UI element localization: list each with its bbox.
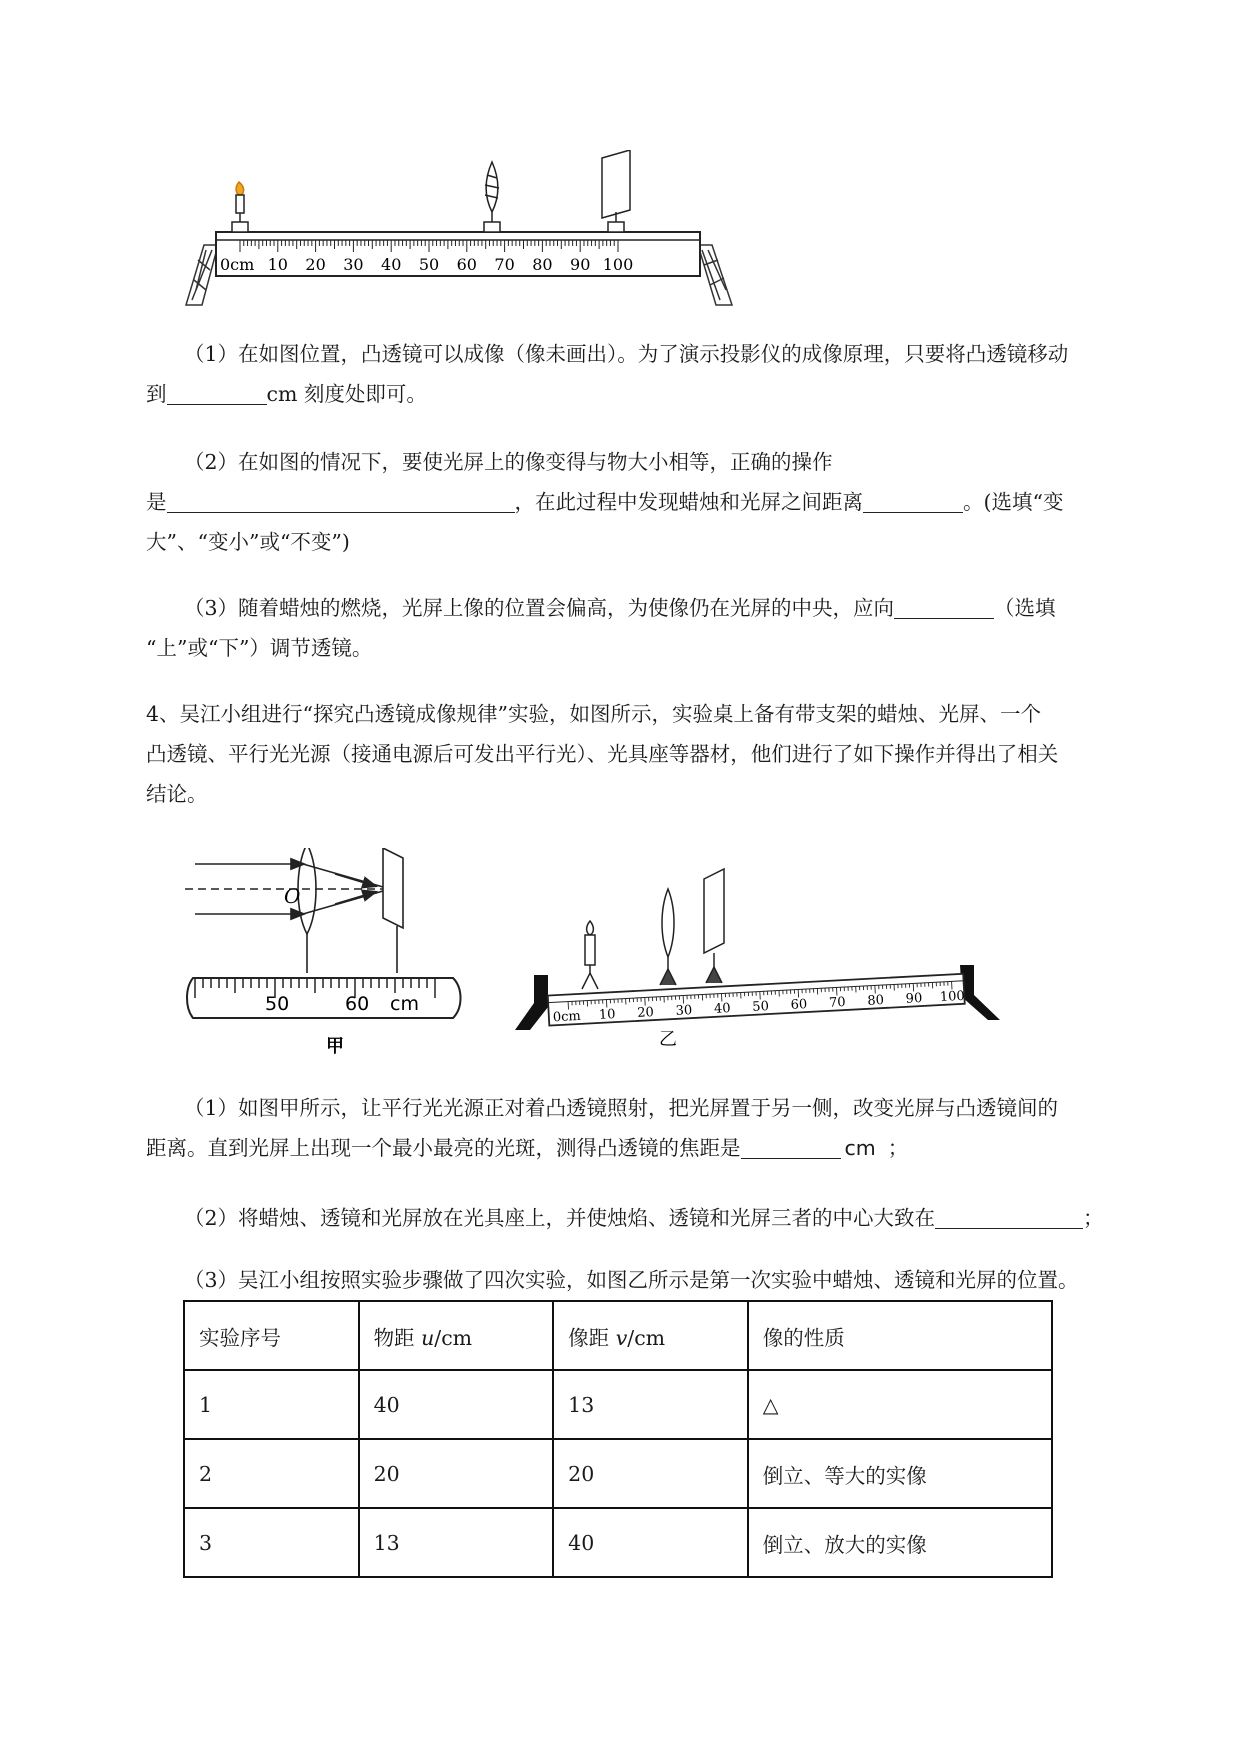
q3-p3-line1-pre: （3）随着蜡烛的燃烧，光屏上像的位置会偏高，为使像仍在光屏的中央，应向 [184, 596, 895, 620]
q4-p2-line1-pre: （2）将蜡烛、透镜和光屏放在光具座上，并使烛焰、透镜和光屏三者的中心大致在 [184, 1206, 936, 1230]
bench-right-stand [960, 965, 1000, 1020]
q4-intro-line1: 4、吴江小组进行“探究凸透镜成像规律”实验，如图所示，实验桌上备有带支架的蜡烛、光屏、一个 [146, 702, 1042, 726]
table-row [184, 1508, 1052, 1577]
cell-trial: 1 [184, 1370, 359, 1439]
answer-blank-operation[interactable] [167, 488, 515, 513]
bench-right-stand [698, 245, 732, 305]
ruler-tick-label: 40 [713, 1001, 731, 1017]
ruler-tick-label: 80 [532, 255, 553, 274]
q3-p2-line2-mid: ，在此过程中发现蜡烛和光屏之间距离 [514, 490, 863, 514]
ruler-tick-label: 90 [905, 990, 923, 1007]
q3-p2-line3: 大”、“变小”或“不变”) [146, 530, 350, 554]
q4-p1-unit: cm [844, 1136, 876, 1160]
ruler-tick-label: 90 [570, 255, 591, 274]
ruler-tick-label: 10 [598, 1007, 616, 1023]
lens-center-label: O [284, 884, 301, 908]
ruler-tick-label: 60 [790, 997, 808, 1013]
cell-u: 13 [359, 1508, 554, 1577]
ruler-tick-label: 70 [828, 995, 846, 1011]
light-screen [383, 848, 403, 973]
ruler-tick-label: 40 [381, 255, 402, 274]
header-object-distance: 物距 u/cm [359, 1301, 554, 1370]
q3-p2-line1: （2）在如图的情况下，要使光屏上的像变得与物大小相等，正确的操作 [184, 450, 833, 474]
light-screen [704, 869, 724, 983]
cell-nature: 倒立、放大的实像 [748, 1508, 1052, 1577]
q4-p1-line1: （1）如图甲所示，让平行光光源正对着凸透镜照射，把光屏置于另一侧，改变光屏与凸透镜间的 [184, 1096, 1059, 1120]
candle [582, 921, 598, 989]
figure-yi [510, 855, 1010, 1055]
q4-p1-line2-pre: 距离。直到光屏上出现一个最小最亮的光斑，测得凸透镜的焦距是 [146, 1136, 741, 1160]
experiment-table [183, 1300, 1053, 1578]
convex-lens [298, 848, 316, 973]
q4-intro-line3: 结论。 [146, 782, 208, 806]
table-row [184, 1370, 1052, 1439]
cell-v: 20 [553, 1439, 748, 1508]
q4-p2-line1-post: ； [1083, 1206, 1104, 1230]
q3-p3-line2: “上”或“下”）调节透镜。 [146, 636, 373, 660]
header-trial-number: 实验序号 [184, 1301, 359, 1370]
q3-p1-line2-pre: 到 [146, 382, 167, 406]
ruler-tick-label: 60 [456, 255, 477, 274]
ruler-tick-label: 20 [636, 1005, 655, 1021]
cell-nature: 倒立、等大的实像 [748, 1439, 1052, 1508]
answer-blank-focal-length[interactable] [741, 1134, 841, 1159]
cell-trial: 3 [184, 1508, 359, 1577]
candle [232, 182, 248, 232]
table-row [184, 1439, 1052, 1508]
bench-left-stand [515, 975, 548, 1030]
ruler-tick-label: 30 [675, 1003, 693, 1019]
convex-lens [484, 162, 500, 232]
ruler-tick-label: 0cm [552, 1008, 582, 1026]
ruler-tick-label: 20 [305, 255, 326, 274]
light-screen [602, 150, 630, 232]
q3-p1-line1: （1）在如图位置，凸透镜可以成像（像未画出）。为了演示投影仪的成像原理，只要将凸透镜移动 [184, 342, 1069, 366]
figure-caption-jia: 甲 [326, 1036, 344, 1057]
q4-intro-line2: 凸透镜、平行光光源（接通电源后可发出平行光）、光具座等器材，他们进行了如下操作并得出了相关 [146, 742, 1059, 766]
ruler-tick-label: 100 [602, 255, 634, 274]
q3-p2-line2-pre: 是 [146, 490, 167, 514]
q4-p1-line2-post: ； [887, 1136, 909, 1160]
ruler-label-60: 60 [345, 993, 370, 1015]
ruler-tick-label: 80 [867, 993, 885, 1009]
answer-blank-same-height[interactable] [935, 1204, 1083, 1229]
answer-blank-direction[interactable] [894, 594, 994, 619]
header-image-nature: 像的性质 [748, 1301, 1052, 1370]
ruler-tick-label: 50 [418, 255, 440, 274]
cell-u: 20 [359, 1439, 554, 1508]
ruler-labels [220, 255, 633, 274]
q3-p3-line1-post: （选填 [994, 596, 1056, 620]
convex-lens [660, 889, 676, 985]
ruler-label-50: 50 [265, 993, 290, 1015]
figure-caption-yi: 乙 [659, 1029, 677, 1050]
cell-u: 40 [359, 1370, 554, 1439]
header-image-distance: 像距 v/cm [553, 1301, 748, 1370]
ruler-tick-label: 50 [751, 999, 770, 1015]
ruler-tick-label: 0cm [220, 255, 255, 274]
optical-bench-figure [180, 150, 740, 310]
cell-trial: 2 [184, 1439, 359, 1508]
cell-nature: △ [748, 1370, 1052, 1439]
ruler-tick-label: 30 [343, 255, 364, 274]
cell-v: 13 [553, 1370, 748, 1439]
cell-v: 40 [553, 1508, 748, 1577]
answer-blank-lens-position[interactable] [167, 380, 267, 405]
ruler-tick-label: 70 [494, 255, 515, 274]
q4-p3-line1: （3）吴江小组按照实验步骤做了四次实验，如图乙所示是第一次实验中蜡烛、透镜和光屏的位置。 [184, 1268, 1079, 1292]
ruler-label-unit: cm [390, 993, 419, 1015]
q3-p2-line2-post: 。(选填“变 [963, 490, 1064, 514]
ruler-tick-label: 100 [939, 988, 966, 1006]
bench-left-stand [186, 245, 218, 305]
figure-jia [185, 848, 495, 1058]
ruler-tick-label: 10 [267, 255, 288, 274]
q3-p1-line2-post: cm 刻度处即可。 [266, 382, 427, 406]
table-header-row [184, 1301, 1052, 1370]
answer-blank-distance-change[interactable] [863, 488, 963, 513]
